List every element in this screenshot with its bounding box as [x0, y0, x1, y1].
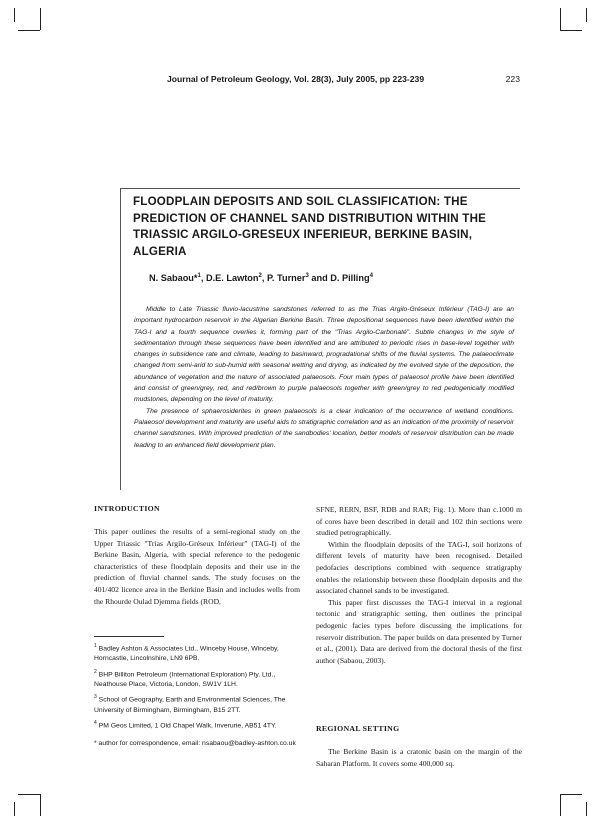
author-affiliation-mark: 3: [305, 273, 309, 279]
footnote-mark: 1: [94, 643, 97, 649]
footnote: $^1$ Badley Ashton & Associates Ltd., Winceby House, Winceby, Horncastle, Lincolnshire, LN9 6PB.: [94, 643, 279, 663]
crop-mark: [40, 8, 41, 30]
footnote: $^2$ BHP Billiton Petroleum (International Exploration) Pty. Ltd., Neathouse Place, Victoria, London, SW1V 1LH.: [94, 668, 276, 689]
abstract-paragraph: Middle to Late Triassic fluvio-lacustrine sandstones referred to as the Trias Argilo-Gréseux Inférieur (TAG-I) are an important hydrocarbon reservoir in the Algerian Berkine Basin. Three depositional sequences have been identified within the TAG-I and a fourth sequence overlies it, forming part of the "Trias Argilo-Carbonaté". Subtle changes in the style of sedimentation through these sequences have been identified and are attributed to periodic rises in base-level together with changes in subsidence rate and climate, leading to basinward, progradational shifts of the fluvial systems. The palaeoclimate changed from semi-arid to sub-humid with seasonal wetting and drying, as indicated by the evolved style of the deposition, the abundance of vegetation and the nature of associated palaeosols. Four main types of palaeosol profile have been identified and consist of green/grey, red, and red/brown to purple palaeosols together with green/grey to red pedogenically modified mudstones, depending on the level of maturity.: [134, 306, 514, 404]
footnote-mark: 4: [94, 720, 97, 727]
right-column-continued: [316, 746, 522, 769]
author-affiliation-mark: 4: [369, 273, 373, 279]
footnote: $^3$ School of Geography, Earth and Environmental Sciences, The University of Birmingham, Birmingham, B15 2TT.: [94, 694, 286, 714]
footnotes: [94, 641, 306, 752]
author-list: N. Sabaou*$^1$, D.E. Lawton$^2$, P. Turner$^3$ and D. Pilling$^4$: [149, 273, 373, 284]
title-frame-top: [120, 188, 520, 189]
right-column: [316, 504, 522, 666]
crop-mark: [14, 8, 15, 22]
author-affiliation-mark: 2: [258, 273, 262, 279]
body-paragraph: This paper outlines the results of a semi-regional study on the Upper Triassic "Trias Argilo-Gréseux Inférieur" (TAG-I) of the Berkine Basin, Algeria, with special reference to the pedogenic characteristics of these floodplain deposits and their use in the prediction of fluvial channel sands. The study focuses on the 401/402 licence area in the Berkine Basin and includes wells from the Rhourde Oulad Djemma fields (ROD,: [94, 527, 300, 606]
abstract: [134, 304, 514, 451]
crop-mark: [586, 802, 587, 816]
paper-title: FLOODPLAIN DEPOSITS AND SOIL CLASSIFICATION: THE PREDICTION OF CHANNEL SAND DISTRIBUTION WITHIN THE TRIASSIC ARGILO-GRESEUX INFERIEUR, BERKINE BASIN, ALGERIA: [133, 195, 487, 258]
correspondence-note: * author for correspondence, email: nsabaou@badley-ashton.co.uk: [94, 740, 296, 748]
crop-mark: [18, 794, 40, 795]
body-paragraph: SFNE, RERN, BSF, RDB and RAR; Fig. 1). More than c.1000 m of cores have been described in detail and 102 thin sections were studied petrographically.: [316, 505, 522, 538]
author-name: N. Sabaou*: [149, 273, 198, 284]
body-paragraph: The Berkine Basin is a cratonic basin on the margin of the Saharan Platform. It covers some 400,000 sq.: [316, 747, 522, 768]
crop-mark: [560, 794, 561, 816]
page-number: 223: [505, 74, 520, 84]
footnote-rule: [94, 636, 164, 637]
title-frame-left: [120, 188, 121, 490]
crop-mark: [586, 8, 587, 22]
footnote-mark: 2: [94, 668, 97, 675]
section-heading-introduction: INTRODUCTION: [94, 504, 160, 513]
crop-mark: [40, 794, 41, 816]
author-name: P. Turner: [266, 273, 306, 284]
section-heading-regional-setting: REGIONAL SETTING: [316, 724, 400, 733]
footnote-mark: 3: [94, 694, 97, 701]
left-column: [94, 526, 300, 607]
crop-mark: [560, 30, 582, 31]
author-affiliation-mark: 1: [197, 273, 201, 279]
body-paragraph: Within the floodplain deposits of the TAG-I, soil horizons of different levels of maturity have been recognised. Detailed pedofacies descriptions combined with sequence stratigraphy enables the relationship between these floodplain deposits and the associated channel sands to be investigated.: [316, 539, 522, 596]
crop-mark: [14, 802, 15, 816]
abstract-paragraph: The presence of sphaerosiderites in green palaeosols is a clear indication of the occurrence of wetland conditions. Palaeosol development and maturity are useful aids to stratigraphic correlation and as an indication of the proximity of reservoir channel sandstones. With improved prediction of the sandbodies' location, better models of reservoir distribution can be made leading to an enhanced field development plan.: [134, 407, 514, 449]
crop-mark: [560, 8, 561, 30]
author-name: D.E. Lawton: [205, 273, 259, 284]
author-name: D. Pilling: [330, 273, 370, 284]
footnote: $^4$ PM Geos Limited, 1 Old Chapel Walk, Inverurie, AB51 4TY.: [94, 720, 277, 730]
crop-mark: [560, 794, 582, 795]
body-paragraph: This paper first discusses the TAG-I interval in a regional tectonic and stratigraphic setting, then outlines the principal pedogenic facies types before discussing the implications for reservoir distribution. The paper builds on data presented by Turner et al., (2001). Data are derived from the doctoral thesis of the first author (Sabaou, 2003).: [316, 597, 522, 665]
crop-mark: [18, 30, 40, 31]
journal-citation: Journal of Petroleum Geology, Vol. 28(3), July 2005, pp 223-239: [167, 74, 425, 84]
